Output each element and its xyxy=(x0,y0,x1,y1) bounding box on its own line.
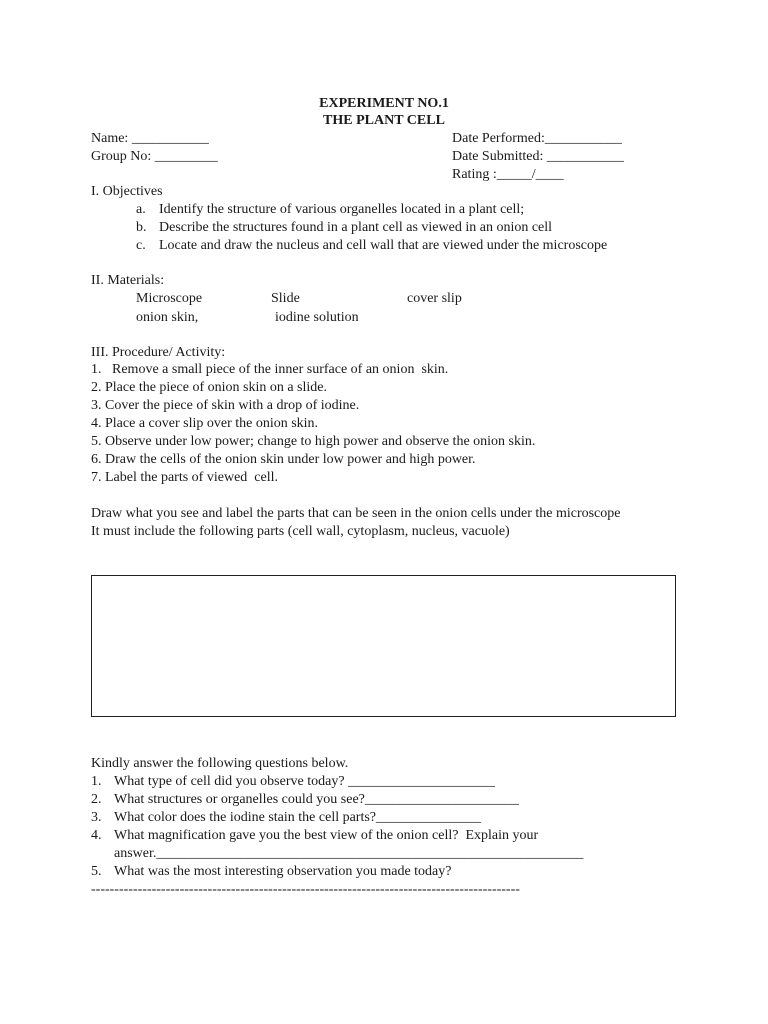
page-subtitle: THE PLANT CELL xyxy=(323,113,445,128)
material-item: iodine solution xyxy=(275,310,359,325)
objectives-heading: I. Objectives xyxy=(91,184,163,199)
procedure-step: 3. Cover the piece of skin with a drop of iodine. xyxy=(91,398,360,413)
question-number: 3. xyxy=(91,810,102,825)
procedure-step: 1. Remove a small piece of the inner surface of an onion skin. xyxy=(91,362,449,377)
objective-marker: b. xyxy=(136,220,147,235)
question-item: What was the most interesting observation you made today? xyxy=(114,864,452,879)
date-performed-field: Date Performed:___________ xyxy=(452,131,622,146)
drawing-area[interactable] xyxy=(91,575,676,717)
objective-item: Identify the structure of various organelles located in a plant cell; xyxy=(159,202,525,217)
question-item: What structures or organelles could you see?______________________ xyxy=(114,792,519,807)
procedure-step: 4. Place a cover slip over the onion skin. xyxy=(91,416,319,431)
question-answer-line: answer._____________________________________________________________ xyxy=(114,846,584,861)
drawing-instruction: It must include the following parts (cell wall, cytoplasm, nucleus, vacuole) xyxy=(91,524,510,539)
procedure-step: 2. Place the piece of onion skin on a slide. xyxy=(91,380,327,395)
material-item: onion skin, xyxy=(136,310,199,325)
date-submitted-field: Date Submitted: ___________ xyxy=(452,149,624,164)
objective-item: Locate and draw the nucleus and cell wall that are viewed under the microscope xyxy=(159,238,608,253)
question-item: What color does the iodine stain the cell parts?_______________ xyxy=(114,810,482,825)
rating-field: Rating :_____/____ xyxy=(452,167,564,182)
name-field: Name: ___________ xyxy=(91,131,209,146)
separator-line: -------------------------------------------------------------------------------------------- xyxy=(91,882,520,897)
objective-item: Describe the structures found in a plant cell as viewed in an onion cell xyxy=(159,220,553,235)
procedure-step: 6. Draw the cells of the onion skin under low power and high power. xyxy=(91,452,476,467)
question-item: What type of cell did you observe today? _____________________ xyxy=(114,774,496,789)
question-item: What magnification gave you the best view of the onion cell? Explain your xyxy=(114,828,539,843)
question-number: 1. xyxy=(91,774,102,789)
material-item: Microscope xyxy=(136,291,203,306)
question-number: 5. xyxy=(91,864,102,879)
material-item: cover slip xyxy=(407,291,462,306)
questions-intro: Kindly answer the following questions below. xyxy=(91,756,349,771)
drawing-instruction: Draw what you see and label the parts that can be seen in the onion cells under the microscope xyxy=(91,506,621,521)
material-item: Slide xyxy=(271,291,300,306)
procedure-step: 5. Observe under low power; change to high power and observe the onion skin. xyxy=(91,434,536,449)
objective-marker: a. xyxy=(136,202,146,217)
group-field: Group No: _________ xyxy=(91,149,218,164)
question-number: 4. xyxy=(91,828,102,843)
question-number: 2. xyxy=(91,792,102,807)
materials-heading: II. Materials: xyxy=(91,273,165,288)
page-title: EXPERIMENT NO.1 xyxy=(319,96,449,111)
procedure-step: 7. Label the parts of viewed cell. xyxy=(91,470,278,485)
objective-marker: c. xyxy=(136,238,146,253)
procedure-heading: III. Procedure/ Activity: xyxy=(91,345,226,360)
